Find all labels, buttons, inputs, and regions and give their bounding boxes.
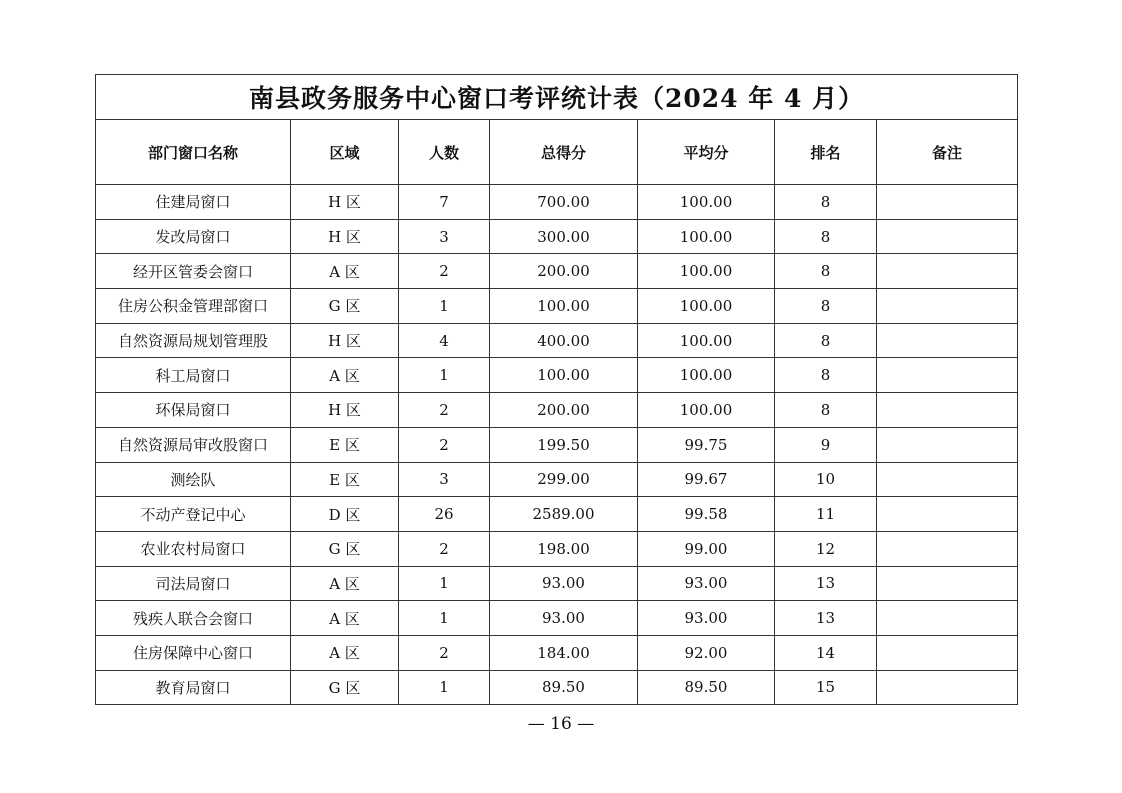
dept-cell: 司法局窗口	[96, 566, 291, 601]
dept-cell: 教育局窗口	[96, 670, 291, 705]
rank-cell: 13	[775, 566, 877, 601]
dept-cell: 残疾人联合会窗口	[96, 601, 291, 636]
header-average: 平均分	[638, 120, 775, 185]
remark-cell	[877, 635, 1018, 670]
header-count: 人数	[399, 120, 490, 185]
count-cell: 4	[399, 323, 490, 358]
total-cell: 300.00	[490, 219, 638, 254]
remark-cell	[877, 254, 1018, 289]
table-title: 南县政务服务中心窗口考评统计表（2024 年 4 月）	[96, 75, 1018, 120]
remark-cell	[877, 289, 1018, 324]
area-cell: D 区	[291, 497, 399, 532]
remark-cell	[877, 566, 1018, 601]
area-cell: A 区	[291, 254, 399, 289]
average-cell: 93.00	[638, 566, 775, 601]
area-cell: E 区	[291, 427, 399, 462]
rank-cell: 8	[775, 289, 877, 324]
area-cell: G 区	[291, 670, 399, 705]
dept-cell: 测绘队	[96, 462, 291, 497]
total-cell: 100.00	[490, 289, 638, 324]
total-cell: 198.00	[490, 531, 638, 566]
count-cell: 2	[399, 635, 490, 670]
total-cell: 100.00	[490, 358, 638, 393]
window-evaluation-table	[95, 74, 1018, 705]
total-cell: 93.00	[490, 566, 638, 601]
remark-cell	[877, 323, 1018, 358]
total-cell: 93.00	[490, 601, 638, 636]
remark-cell	[877, 393, 1018, 428]
average-cell: 100.00	[638, 289, 775, 324]
rank-cell: 9	[775, 427, 877, 462]
table-row	[96, 323, 1018, 358]
header-rank: 排名	[775, 120, 877, 185]
average-cell: 100.00	[638, 323, 775, 358]
dept-cell: 发改局窗口	[96, 219, 291, 254]
dept-cell: 住房保障中心窗口	[96, 635, 291, 670]
total-cell: 2589.00	[490, 497, 638, 532]
rank-cell: 13	[775, 601, 877, 636]
table-row	[96, 219, 1018, 254]
area-cell: G 区	[291, 289, 399, 324]
header-total: 总得分	[490, 120, 638, 185]
total-cell: 199.50	[490, 427, 638, 462]
total-cell: 400.00	[490, 323, 638, 358]
remark-cell	[877, 219, 1018, 254]
rank-cell: 14	[775, 635, 877, 670]
count-cell: 3	[399, 219, 490, 254]
remark-cell	[877, 462, 1018, 497]
dept-cell: 不动产登记中心	[96, 497, 291, 532]
header-dept: 部门窗口名称	[96, 120, 291, 185]
rank-cell: 8	[775, 323, 877, 358]
table-row	[96, 670, 1018, 705]
rank-cell: 8	[775, 254, 877, 289]
area-cell: A 区	[291, 566, 399, 601]
average-cell: 100.00	[638, 219, 775, 254]
header-row	[96, 120, 1018, 185]
area-cell: A 区	[291, 601, 399, 636]
count-cell: 1	[399, 670, 490, 705]
count-cell: 7	[399, 185, 490, 220]
count-cell: 2	[399, 531, 490, 566]
dept-cell: 自然资源局规划管理股	[96, 323, 291, 358]
rank-cell: 10	[775, 462, 877, 497]
remark-cell	[877, 670, 1018, 705]
table-row	[96, 566, 1018, 601]
average-cell: 100.00	[638, 393, 775, 428]
dept-cell: 科工局窗口	[96, 358, 291, 393]
table-row	[96, 601, 1018, 636]
dept-cell: 自然资源局审改股窗口	[96, 427, 291, 462]
average-cell: 99.67	[638, 462, 775, 497]
average-cell: 100.00	[638, 185, 775, 220]
total-cell: 184.00	[490, 635, 638, 670]
count-cell: 2	[399, 393, 490, 428]
dept-cell: 经开区管委会窗口	[96, 254, 291, 289]
rank-cell: 8	[775, 219, 877, 254]
table-row	[96, 185, 1018, 220]
table-row	[96, 531, 1018, 566]
average-cell: 100.00	[638, 254, 775, 289]
table-row	[96, 635, 1018, 670]
header-area: 区域	[291, 120, 399, 185]
dept-cell: 环保局窗口	[96, 393, 291, 428]
count-cell: 1	[399, 601, 490, 636]
rank-cell: 8	[775, 358, 877, 393]
area-cell: A 区	[291, 358, 399, 393]
remark-cell	[877, 497, 1018, 532]
table-row	[96, 427, 1018, 462]
dept-cell: 住建局窗口	[96, 185, 291, 220]
count-cell: 2	[399, 427, 490, 462]
average-cell: 100.00	[638, 358, 775, 393]
table-row	[96, 289, 1018, 324]
average-cell: 92.00	[638, 635, 775, 670]
remark-cell	[877, 185, 1018, 220]
dept-cell: 农业农村局窗口	[96, 531, 291, 566]
table-body	[96, 185, 1018, 705]
area-cell: H 区	[291, 185, 399, 220]
average-cell: 93.00	[638, 601, 775, 636]
average-cell: 99.58	[638, 497, 775, 532]
count-cell: 1	[399, 289, 490, 324]
average-cell: 89.50	[638, 670, 775, 705]
area-cell: H 区	[291, 323, 399, 358]
area-cell: H 区	[291, 393, 399, 428]
total-cell: 700.00	[490, 185, 638, 220]
total-cell: 200.00	[490, 393, 638, 428]
remark-cell	[877, 601, 1018, 636]
area-cell: G 区	[291, 531, 399, 566]
area-cell: A 区	[291, 635, 399, 670]
count-cell: 3	[399, 462, 490, 497]
count-cell: 1	[399, 358, 490, 393]
rank-cell: 8	[775, 185, 877, 220]
remark-cell	[877, 358, 1018, 393]
average-cell: 99.00	[638, 531, 775, 566]
total-cell: 299.00	[490, 462, 638, 497]
total-cell: 89.50	[490, 670, 638, 705]
average-cell: 99.75	[638, 427, 775, 462]
table-row	[96, 254, 1018, 289]
total-cell: 200.00	[490, 254, 638, 289]
rank-cell: 12	[775, 531, 877, 566]
page-number: — 16 —	[527, 714, 595, 734]
remark-cell	[877, 427, 1018, 462]
table-row	[96, 462, 1018, 497]
dept-cell: 住房公积金管理部窗口	[96, 289, 291, 324]
count-cell: 2	[399, 254, 490, 289]
area-cell: H 区	[291, 219, 399, 254]
count-cell: 1	[399, 566, 490, 601]
table-row	[96, 358, 1018, 393]
area-cell: E 区	[291, 462, 399, 497]
header-remark: 备注	[877, 120, 1018, 185]
rank-cell: 15	[775, 670, 877, 705]
count-cell: 26	[399, 497, 490, 532]
table-row	[96, 497, 1018, 532]
table-row	[96, 393, 1018, 428]
remark-cell	[877, 531, 1018, 566]
rank-cell: 8	[775, 393, 877, 428]
rank-cell: 11	[775, 497, 877, 532]
